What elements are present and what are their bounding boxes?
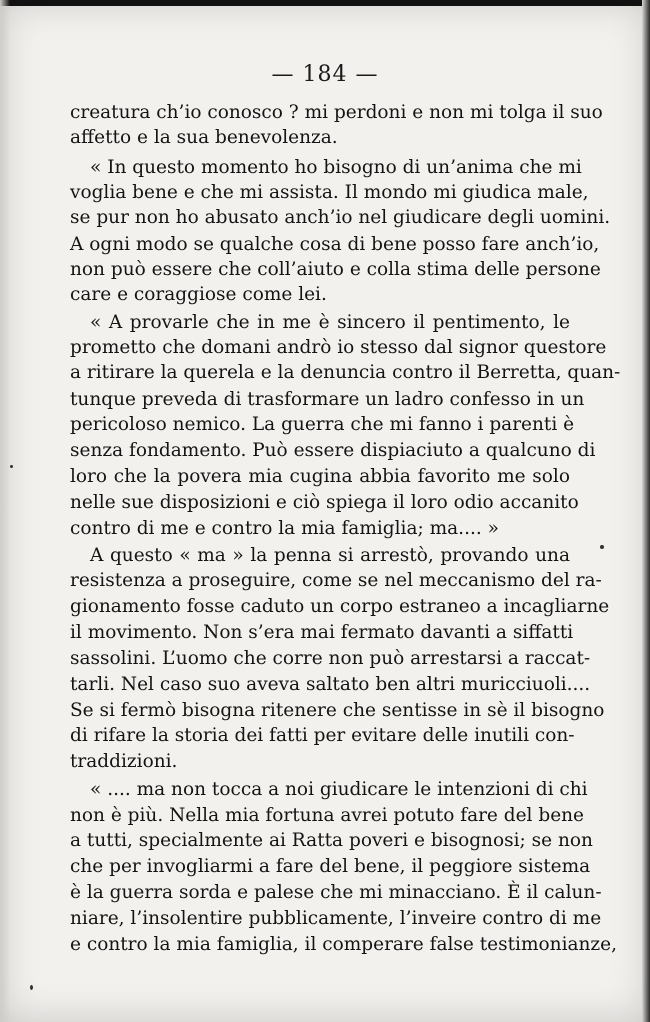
scan-speck (30, 985, 33, 990)
text-line: creatura ch’io conosco ? mi perdoni e non mi tolga il suo (70, 102, 603, 123)
text-line: se pur non ho abusato anch’io nel giudicare degli uomini. (70, 207, 611, 228)
text-line: pericoloso nemico. La guerra che mi fanno i parenti è (70, 414, 575, 435)
text-line: che per invogliarmi a fare del bene, il peggiore sistema (70, 856, 591, 877)
text-line: voglia bene e che mi assista. Il mondo mi giudica male, (70, 182, 589, 203)
text-line: niare, l’insolentire pubblicamente, l’inveire contro di me (70, 908, 602, 929)
text-line: resistenza a proseguire, come se nel meccanismo del ra- (70, 570, 602, 591)
text-line: il movimento. Non s’era mai fermato davanti a siffatti (70, 622, 574, 643)
text-line: care e coraggiose come lei. (70, 284, 327, 305)
text-line: a tutti, specialmente ai Ratta poveri e bisognosi; se non (70, 830, 593, 851)
text-line: senza fondamento. Può essere dispiaciuto a qualcuno di (70, 440, 596, 461)
text-line: « .... ma non tocca a noi giudicare le intenzioni di chi (90, 779, 588, 800)
text-line: A questo « ma » la penna si arrestò, provando una (90, 545, 570, 566)
text-line: « In questo momento ho bisogno di un’anima che mi (90, 157, 582, 178)
scan-top-border (0, 0, 650, 6)
text-line: è la guerra sorda e palese che mi minacciano. È il calun- (70, 882, 602, 903)
text-line: prometto che domani andrò io stesso dal signor questore (70, 337, 607, 358)
text-line: contro di me e contro la mia famiglia; ma.... » (70, 518, 499, 539)
text-line: affetto e la sua benevolenza. (70, 127, 338, 148)
text-line: non è più. Nella mia fortuna avrei potuto fare del bene (70, 805, 585, 826)
text-line: sassolini. L’uomo che corre non può arrestarsi a raccat- (70, 648, 591, 669)
text-line: Se si fermò bisogna ritenere che sentisse in sè il bisogno (70, 700, 605, 721)
text-line: di rifare la storia dei fatti per evitare delle inutili con- (70, 725, 575, 746)
scan-right-border (642, 0, 650, 1022)
text-line: gionamento fosse caduto un corpo estraneo a incagliarne (70, 596, 610, 617)
page-number: — 184 — (271, 62, 379, 87)
text-line: A ogni modo se qualche cosa di bene posso fare anch’io, (70, 234, 600, 255)
text-line: non può essere che coll’aiuto e colla stima delle persone (70, 259, 601, 280)
scan-speck (10, 465, 13, 468)
text-line: e contro la mia famiglia, il comperare false testimonianze, (70, 934, 618, 955)
text-line: nelle sue disposizioni e ciò spiega il loro odio accanito (70, 492, 579, 513)
text-line: a ritirare la querela e la denuncia contro il Berretta, quan- (70, 362, 621, 383)
text-line: « A provarle che in me è sincero il pentimento, le (90, 312, 570, 333)
scan-left-edge-shadow (0, 0, 10, 1022)
text-line: traddizioni. (70, 751, 178, 772)
scan-speck (600, 545, 604, 549)
text-line: tarli. Nel caso suo aveva saltato ben altri muricciuoli.... (70, 674, 591, 695)
text-line: tunque preveda di trasformare un ladro confesso in un (70, 389, 585, 410)
text-line: loro che la povera mia cugina abbia favorito me solo (70, 466, 570, 487)
